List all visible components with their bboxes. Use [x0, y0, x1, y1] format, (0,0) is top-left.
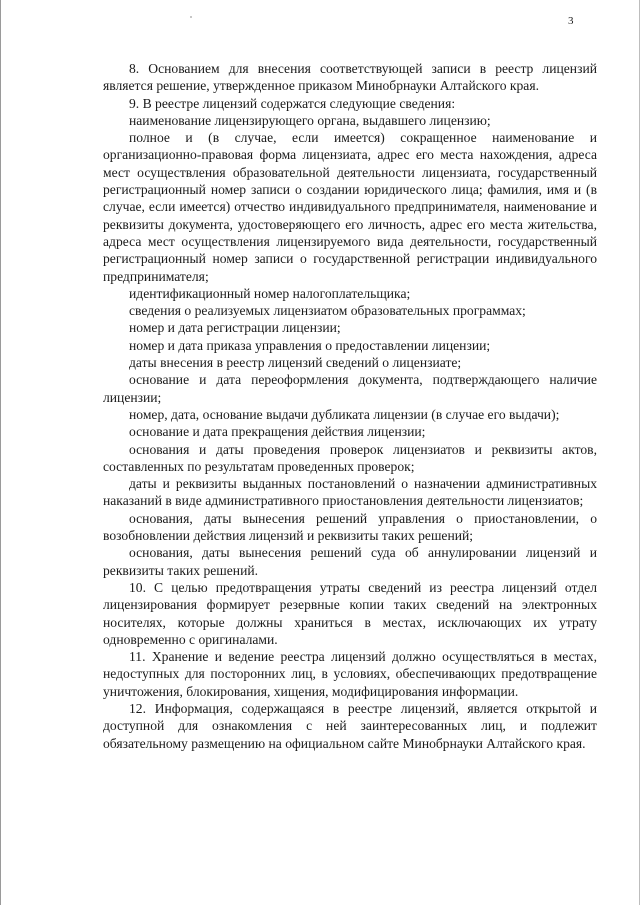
- list-item-registration: номер и дата регистрации лицензии;: [129, 320, 341, 336]
- scan-left-edge: [0, 0, 1, 905]
- document-body: [103, 60, 597, 752]
- scan-speck: [190, 16, 192, 18]
- page-number: 3: [568, 15, 574, 27]
- list-item-annulment: основания, даты вынесения решений суда об аннулировании лицензий и реквизиты таких решений.: [103, 545, 597, 578]
- list-item-tax-id: идентификационный номер налогоплательщика;: [129, 285, 411, 301]
- paragraph-8: 8. Основанием для внесения соответствующей записи в реестр лицензий является решение, утвержденное приказом Минобрнауки Алтайского края.: [103, 61, 597, 94]
- list-item-licensee-details: полное и (в случае, если имеется) сокращенное наименование и организационно-правовая форма лицензиата, адрес его места нахождения, адреса мест осуществления образовательной деятельности лицензиата, государственный регистрационный номер записи о создании юридического лица; фамилия, имя и (в случае, если имеется) отчество индивидуального предпринимателя, наименование и реквизиты документа, удостоверяющего его личность, адрес его места жительства, адреса мест осуществления лицензируемого вида деятельности, государственный регистрационный номер записи о государственной регистрации индивидуального предпринимателя;: [103, 130, 597, 284]
- list-item-inspections: основания и даты проведения проверок лицензиатов и реквизиты актов, составленных по результатам проведенных проверок;: [103, 441, 597, 474]
- list-item-penalties: даты и реквизиты выданных постановлений о назначении административных наказаний в виде административного приостановления деятельности лицензиатов;: [103, 476, 597, 509]
- paragraph-12: 12. Информация, содержащаяся в реестре лицензий, является открытой и доступной для ознакомления с ней заинтересованных лиц, и подлежит обязательному размещению на официальном сайте Минобрнауки Алтайского края.: [103, 700, 597, 751]
- list-item-order: номер и дата приказа управления о предоставлении лицензии;: [129, 337, 491, 353]
- paragraph-9: 9. В реестре лицензий содержатся следующие сведения:: [129, 95, 456, 111]
- list-item-termination: основание и дата прекращения действия лицензии;: [129, 424, 426, 440]
- paragraph-11: 11. Хранение и ведение реестра лицензий должно осуществляться в местах, недоступных для посторонних лиц, в условиях, обеспечивающих предотвращение уничтожения, блокирования, хищения, модифицирования информации.: [103, 649, 597, 699]
- list-item-entry-dates: даты внесения в реестр лицензий сведений о лицензиате;: [129, 355, 462, 371]
- list-item-suspension: основания, даты вынесения решений управления о приостановлении, о возобновлении действия лицензий и реквизиты таких решений;: [103, 510, 597, 544]
- paragraph-10: 10. С целью предотвращения утраты сведений из реестра лицензий отдел лицензирования формирует резервные копии таких сведений на электронных носителях, которые должны храниться в местах, исключающих их утрату одновременно с оригиналами.: [103, 579, 597, 647]
- list-item-reissue: основание и дата переоформления документа, подтверждающего наличие лицензии;: [103, 372, 597, 405]
- list-item-licensing-body: наименование лицензирующего органа, выдавшего лицензию;: [129, 112, 491, 128]
- list-item-programs: сведения о реализуемых лицензиатом образовательных программах;: [129, 303, 526, 319]
- list-item-duplicate: номер, дата, основание выдачи дубликата лицензии (в случае его выдачи);: [129, 406, 560, 422]
